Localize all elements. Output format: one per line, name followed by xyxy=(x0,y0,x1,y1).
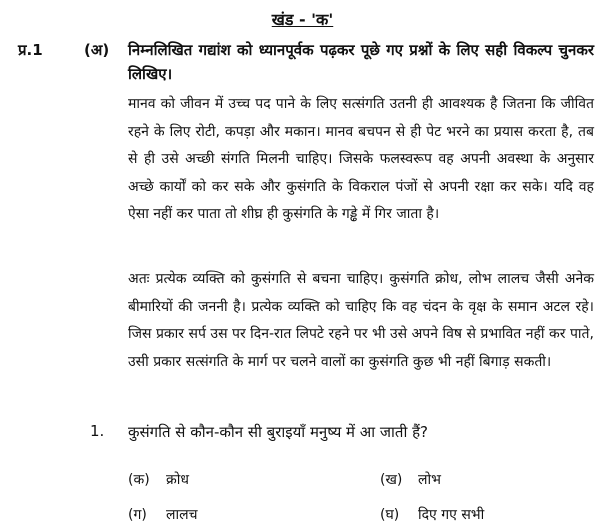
option-text: क्रोध xyxy=(166,472,189,488)
section-title: खंड - 'क' xyxy=(271,10,334,29)
question-part: (अ) xyxy=(84,41,110,59)
option-d xyxy=(380,505,484,524)
option-text: लालच xyxy=(166,507,198,523)
option-label: (घ) xyxy=(380,507,400,523)
option-label: (ख) xyxy=(380,472,403,488)
option-text: दिए गए सभी xyxy=(418,507,485,523)
question-instruction: निम्नलिखित गद्यांश को ध्यानपूर्वक पढ़कर पूछे गए प्रश्नों के लिए सही विकल्प चुनकर लिखिए। xyxy=(128,41,594,83)
question-number: प्र.1 xyxy=(18,41,43,59)
passage-paragraph-1: मानव को जीवन में उच्च पद पाने के लिए सत्संगति उतनी ही आवश्यक है जितना कि जीवित रहने के लिए रोटी, कपड़ा और मकान। मानव बचपन से ही पेट भरने का प्रयास करता है, तब से ही उसे अच्छी संगति मिलनी चाहिए। जिसके फलस्वरूप वह अपनी अवस्था के अनुसार अच्छे कार्यों को कर सके और कुसंगति के विकराल पंजों से अपनी रक्षा कर सके। यदि वह ऐसा नहीं कर पाता तो शीघ्र ही कुसंगति के गड्ढे में गिर जाता है। xyxy=(128,96,594,222)
sub-question-text: कुसंगति से कौन-कौन सी बुराइयाँ मनुष्य में आ जाती हैं? xyxy=(128,423,429,441)
option-a xyxy=(128,470,189,489)
option-label: (क) xyxy=(128,472,150,488)
option-c xyxy=(128,505,198,524)
passage-paragraph-2: अतः प्रत्येक व्यक्ति को कुसंगति से बचना चाहिए। कुसंगति क्रोध, लोभ लालच जैसी अनेक बीमारियों की जननी है। प्रत्येक व्यक्ति को चाहिए कि वह चंदन के वृक्ष के समान अटल रहे। जिस प्रकार सर्प उस पर दिन-रात लिपटे रहने पर भी उसे अपने विष से प्रभावित नहीं कर पाते, उसी प्रकार सत्संगति के मार्ग पर चलने वालों का कुसंगति कुछ भी नहीं बिगाड़ सकती। xyxy=(128,271,594,370)
option-b xyxy=(380,470,441,489)
option-label: (ग) xyxy=(128,507,147,523)
option-text: लोभ xyxy=(418,472,441,488)
sub-question-number: 1. xyxy=(90,422,105,440)
